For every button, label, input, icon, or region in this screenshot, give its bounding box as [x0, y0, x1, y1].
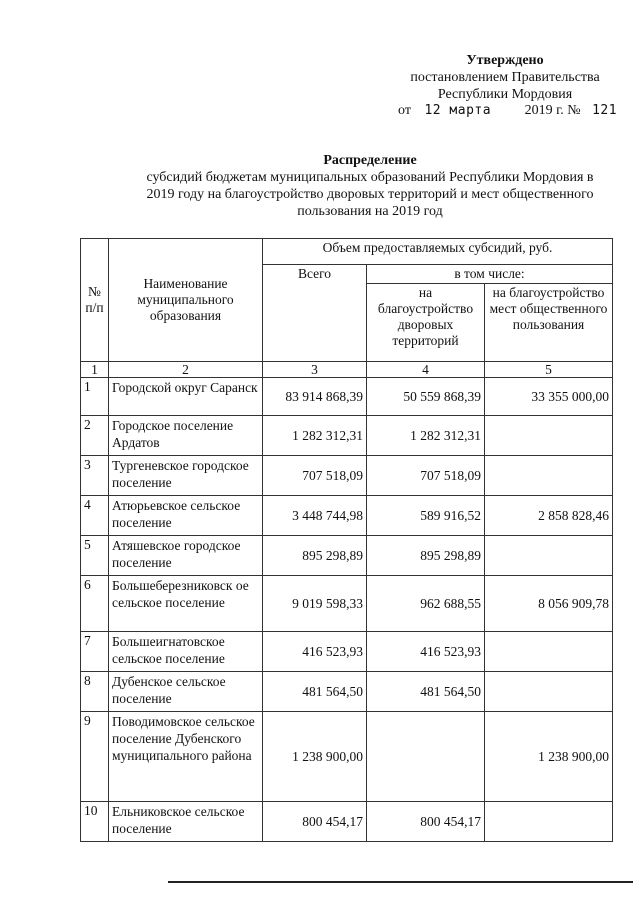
public-value [485, 416, 613, 456]
column-number: 2 [109, 362, 263, 378]
row-number: 6 [81, 576, 109, 632]
municipality-name: Большеигнатовское сельское поселение [109, 632, 263, 672]
row-number: 9 [81, 712, 109, 802]
total-value: 481 564,50 [263, 672, 367, 712]
yards-value: 50 559 868,39 [367, 378, 485, 416]
header-volume: Объем предоставляемых субсидий, руб. [263, 239, 613, 265]
public-value: 8 056 909,78 [485, 576, 613, 632]
yards-value: 481 564,50 [367, 672, 485, 712]
public-value [485, 632, 613, 672]
total-value: 1 238 900,00 [263, 712, 367, 802]
header-including: в том числе: [367, 265, 613, 284]
total-value: 83 914 868,39 [263, 378, 367, 416]
public-value: 1 238 900,00 [485, 712, 613, 802]
handwritten-date: 12 марта [424, 103, 492, 118]
approval-block [380, 52, 630, 103]
public-value [485, 672, 613, 712]
municipality-name: Дубенское сельское поселение [109, 672, 263, 712]
title-line-1: субсидий бюджетам муниципальных образований Республики Мордовия в [146, 170, 594, 185]
table-row [81, 416, 613, 456]
column-numbers-row [81, 362, 613, 378]
yards-value: 416 523,93 [367, 632, 485, 672]
table-row [81, 632, 613, 672]
municipality-name: Тургеневское городское поселение [109, 456, 263, 496]
row-number: 3 [81, 456, 109, 496]
total-value: 895 298,89 [263, 536, 367, 576]
page-bottom-rule [168, 881, 633, 883]
title-line-2: 2019 году на благоустройство дворовых территорий и мест общественного [146, 187, 594, 202]
handwritten-number: 121 [592, 103, 618, 118]
yards-value [367, 712, 485, 802]
title-heading: Распределение [323, 153, 417, 168]
table-row [81, 802, 613, 842]
column-number: 5 [485, 362, 613, 378]
column-number: 3 [263, 362, 367, 378]
column-number: 4 [367, 362, 485, 378]
column-number: 1 [81, 362, 109, 378]
table-row [81, 672, 613, 712]
yards-value: 895 298,89 [367, 536, 485, 576]
total-value: 3 448 744,98 [263, 496, 367, 536]
total-value: 707 518,09 [263, 456, 367, 496]
public-value [485, 536, 613, 576]
total-value: 1 282 312,31 [263, 416, 367, 456]
municipality-name: Поводимовское сельское поселение Дубенского муниципального района [109, 712, 263, 802]
municipality-name: Атяшевское городское поселение [109, 536, 263, 576]
row-number: 7 [81, 632, 109, 672]
table-row [81, 712, 613, 802]
public-value: 33 355 000,00 [485, 378, 613, 416]
table-row [81, 456, 613, 496]
yards-value: 962 688,55 [367, 576, 485, 632]
yards-value: 707 518,09 [367, 456, 485, 496]
row-number: 10 [81, 802, 109, 842]
approval-date-line [398, 103, 617, 119]
row-number: 5 [81, 536, 109, 576]
yards-value: 589 916,52 [367, 496, 485, 536]
header-total: Всего [263, 265, 367, 362]
table-row [81, 536, 613, 576]
approval-heading: Утверждено [466, 53, 544, 68]
municipality-name: Ельниковское сельское поселение [109, 802, 263, 842]
public-value: 2 858 828,46 [485, 496, 613, 536]
approval-line-1: постановлением Правительства [410, 70, 600, 85]
yards-value: 1 282 312,31 [367, 416, 485, 456]
municipality-name: Городской округ Саранск [109, 378, 263, 416]
approval-line-2: Республики Мордовия [437, 87, 573, 102]
public-value [485, 456, 613, 496]
header-num: № п/п [81, 239, 109, 362]
header-yards: на благоустройство дворовых территорий [367, 284, 485, 362]
public-value [485, 802, 613, 842]
total-value: 9 019 598,33 [263, 576, 367, 632]
total-value: 416 523,93 [263, 632, 367, 672]
row-number: 1 [81, 378, 109, 416]
total-value: 800 454,17 [263, 802, 367, 842]
title-line-3: пользования на 2019 год [297, 204, 443, 219]
document-title [100, 152, 640, 220]
table-row [81, 576, 613, 632]
municipality-name: Городское поселение Ардатов [109, 416, 263, 456]
date-prefix: от [398, 103, 411, 118]
yards-value: 800 454,17 [367, 802, 485, 842]
table-row [81, 496, 613, 536]
row-number: 4 [81, 496, 109, 536]
header-name: Наименование муниципального образования [109, 239, 263, 362]
row-number: 8 [81, 672, 109, 712]
municipality-name: Большеберезниковск ое сельское поселение [109, 576, 263, 632]
table-row [81, 378, 613, 416]
row-number: 2 [81, 416, 109, 456]
municipality-name: Атюрьевское сельское поселение [109, 496, 263, 536]
date-year: 2019 г. № [524, 103, 581, 118]
header-public: на благоустройство мест общественного пользования [485, 284, 613, 362]
subsidy-table [80, 238, 613, 842]
